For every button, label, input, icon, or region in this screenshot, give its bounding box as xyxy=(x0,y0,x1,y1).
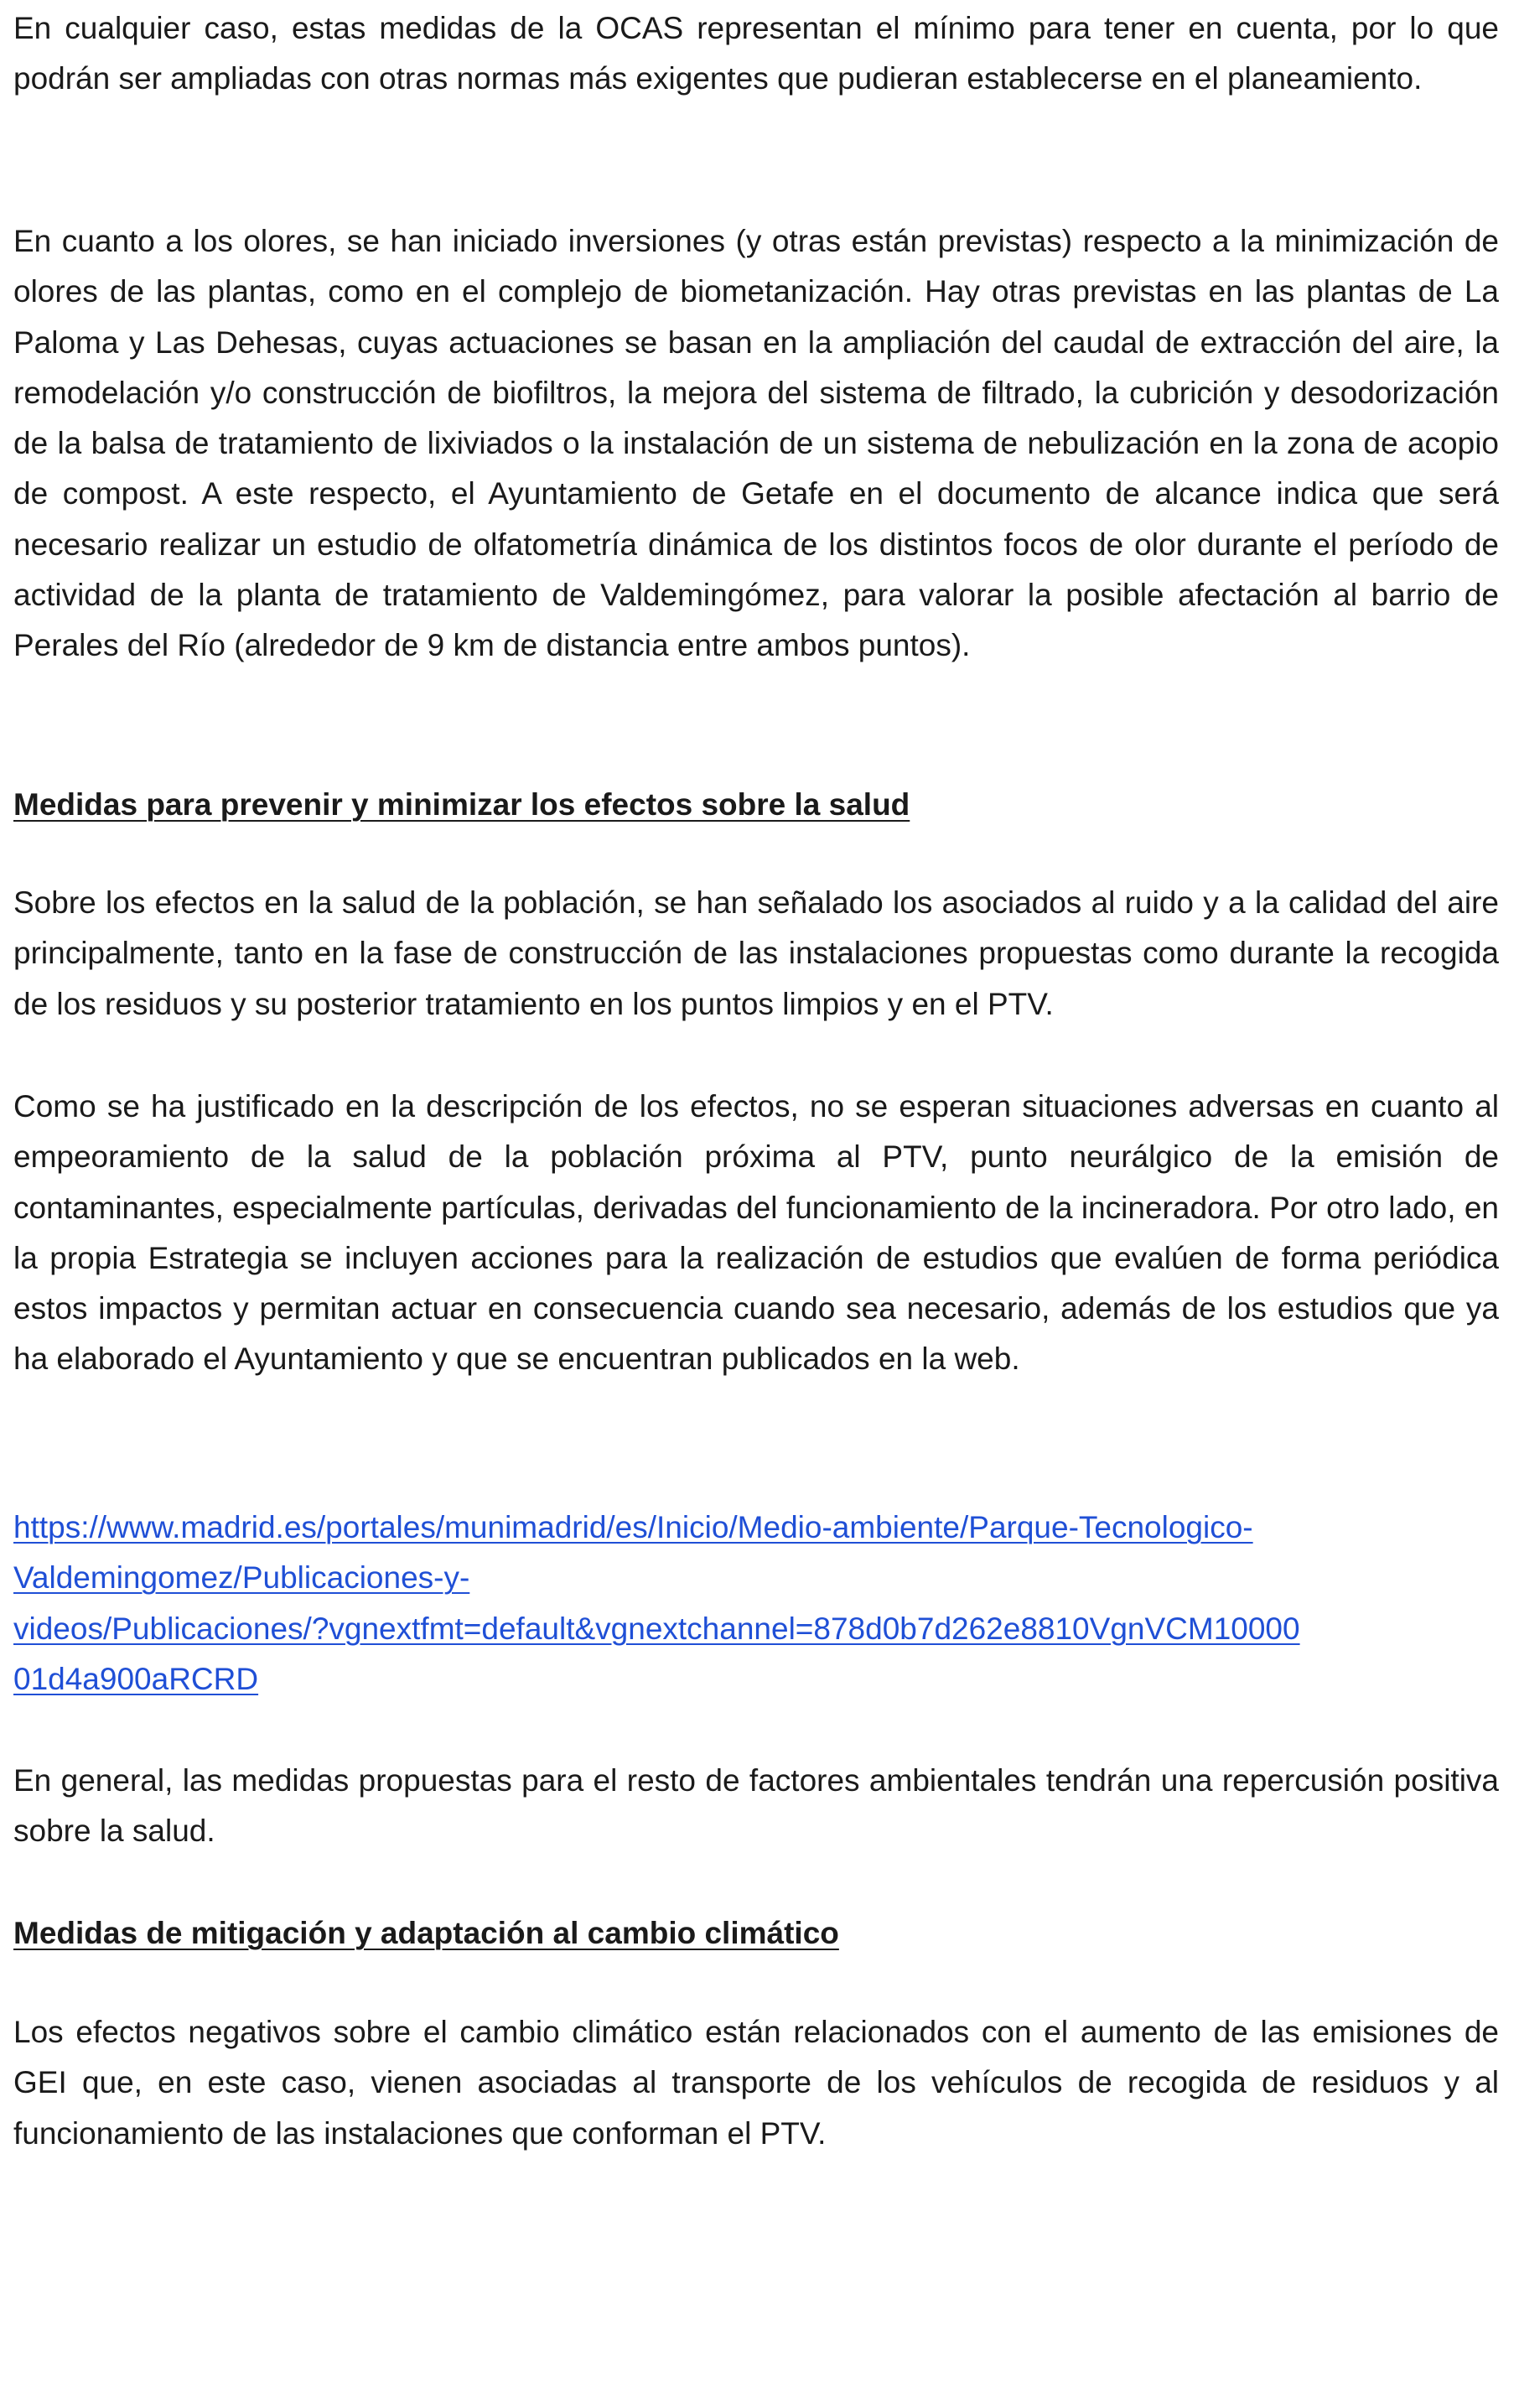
section-heading-climate: Medidas de mitigación y adaptación al cambio climático xyxy=(13,1916,839,1950)
section-heading-health: Medidas para prevenir y minimizar los efectos sobre la salud xyxy=(13,787,910,822)
paragraph-health-effects: Sobre los efectos en la salud de la población, se han señalado los asociados al ruido y a la calidad del aire principalmente, tanto en la fase de construcción de las instalaciones propuestas como durante la recogida de los residuos y su posterior tratamiento en los puntos limpios y en el PTV. xyxy=(13,885,1499,1021)
link-line: videos/Publicaciones/?vgnextfmt=default&vgnextchannel=878d0b7d262e8810VgnVCM10000 xyxy=(13,1611,1300,1646)
paragraph-ocas-measures: En cualquier caso, estas medidas de la OCAS representan el mínimo para tener en cuenta, por lo que podrán ser ampliadas con otras normas más exigentes que pudieran establecerse en el planeamiento. xyxy=(13,11,1499,96)
publications-link-block xyxy=(13,1502,1499,1705)
paragraph-general-measures: En general, las medidas propuestas para el resto de factores ambientales tendrán una repercusión positiva sobre la salud. xyxy=(13,1763,1499,1849)
paragraph-climate-effects: Los efectos negativos sobre el cambio climático están relacionados con el aumento de las emisiones de GEI que, en este caso, vienen asociadas al transporte de los vehículos de recogida de residuos y al funcionamiento de las instalaciones que conforman el PTV. xyxy=(13,2015,1499,2151)
link-line: 01d4a900aRCRD xyxy=(13,1661,259,1696)
link-line: Valdemingomez/Publicaciones-y- xyxy=(13,1560,470,1596)
publications-link[interactable] xyxy=(13,1510,1300,1696)
link-line: https://www.madrid.es/portales/munimadrid/es/Inicio/Medio-ambiente/Parque-Tecnologico- xyxy=(13,1510,1253,1544)
paragraph-odors: En cuanto a los olores, se han iniciado inversiones (y otras están previstas) respecto a la minimización de olores de las plantas, como en el complejo de biometanización. Hay otras previstas en las plantas de La Paloma y Las Dehesas, cuyas actuaciones se basan en la ampliación del caudal de extracción del aire, la remodelación y/o construcción de biofiltros, la mejora del sistema de filtrado, la cubrición y desodorización de la balsa de tratamiento de lixiviados o la instalación de un sistema de nebulización en la zona de acopio de compost. A este respecto, el Ayuntamiento de Getafe en el documento de alcance indica que será necesario realizar un estudio de olfatometría dinámica de los distintos focos de olor durante el período de actividad de la planta de tratamiento de Valdemingómez, para valorar la posible afectación al barrio de Perales del Río (alrededor de 9 km de distancia entre ambos puntos). xyxy=(13,224,1499,663)
paragraph-health-justification: Como se ha justificado en la descripción de los efectos, no se esperan situaciones adversas en cuanto al empeoramiento de la salud de la población próxima al PTV, punto neurálgico de la emisión de contaminantes, especialmente partículas, derivadas del funcionamiento de la incineradora. Por otro lado, en la propia Estrategia se incluyen acciones para la realización de estudios que evalúen de forma periódica estos impactos y permitan actuar en consecuencia cuando sea necesario, además de los estudios que ya ha elaborado el Ayuntamiento y que se encuentran publicados en la web. xyxy=(13,1089,1499,1377)
